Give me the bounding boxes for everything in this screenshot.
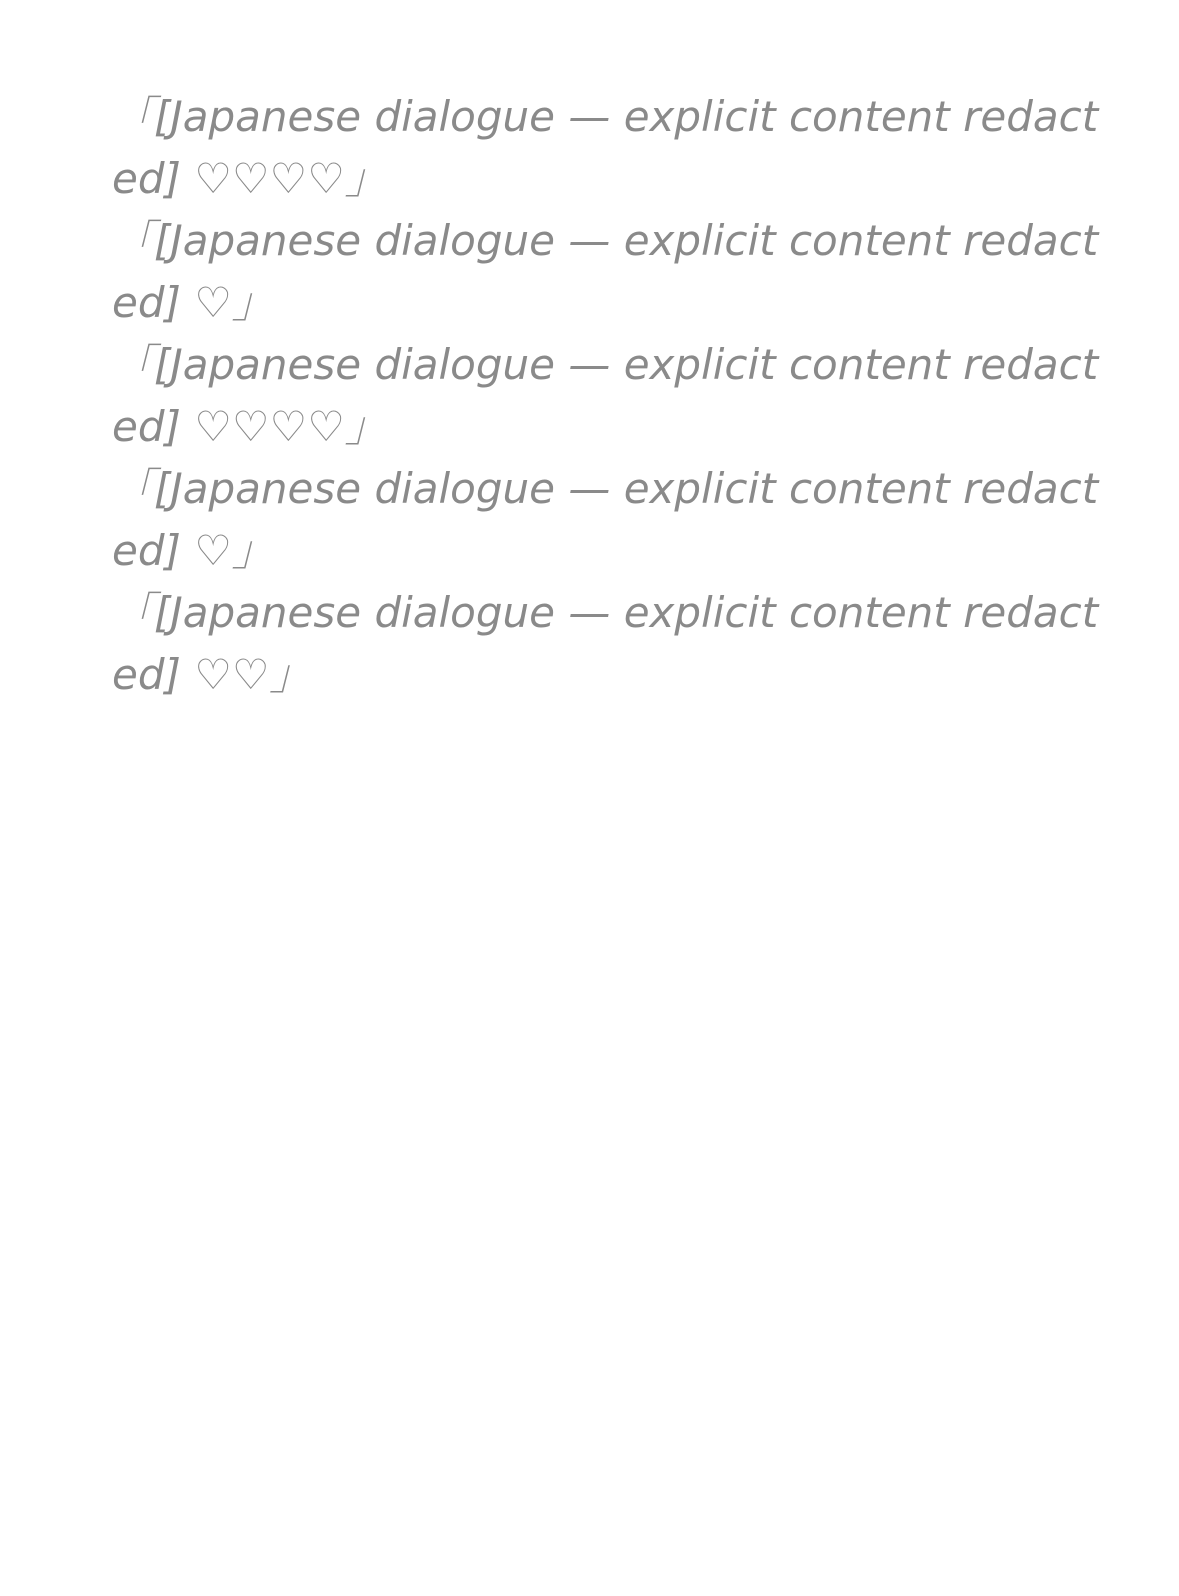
dialogue-paragraph: 「[Japanese dialogue — explicit content redacted] ♡♡♡♡」 [112, 340, 1099, 451]
dialogue-paragraph: 「[Japanese dialogue — explicit content redacted] ♡♡」 [112, 588, 1099, 699]
dialogue-paragraph: 「[Japanese dialogue — explicit content redacted] ♡」 [112, 216, 1099, 327]
dialogue-paragraph: 「[Japanese dialogue — explicit content redacted] ♡」 [112, 464, 1099, 575]
dialogue-paragraph: 「[Japanese dialogue — explicit content redacted] ♡♡♡♡」 [112, 92, 1099, 203]
